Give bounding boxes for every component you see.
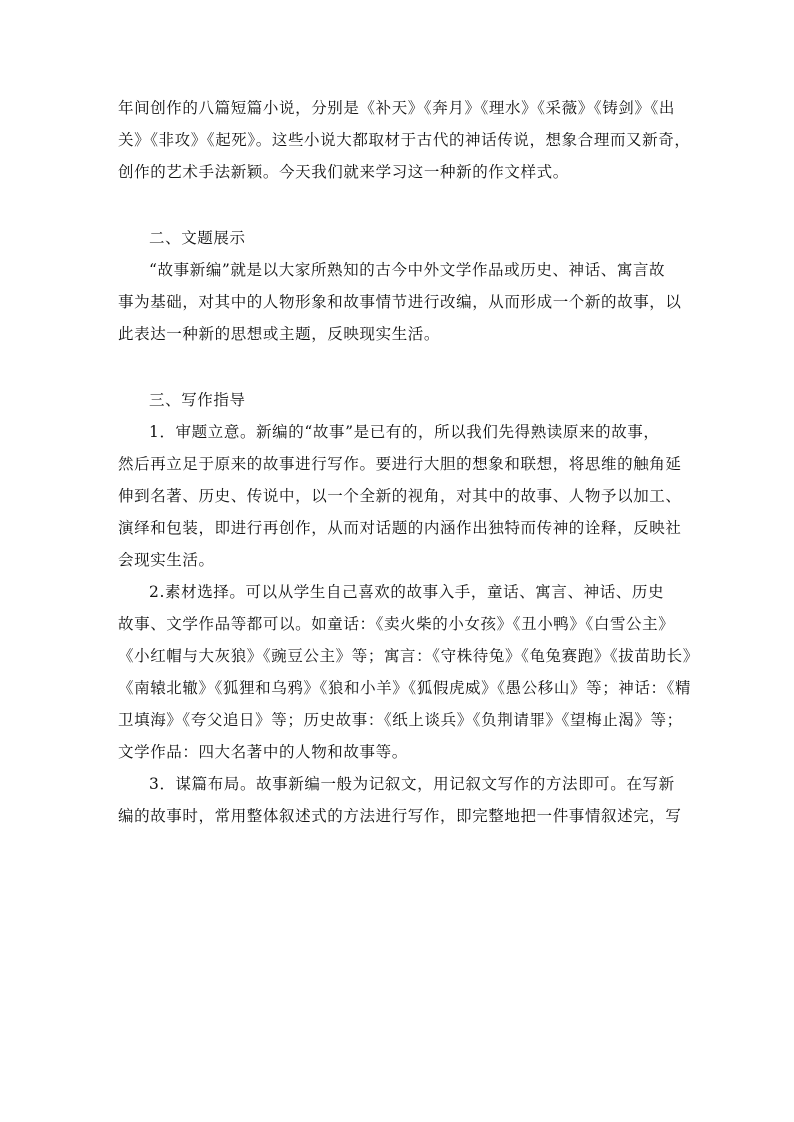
point1-paragraph bbox=[118, 416, 684, 576]
text-line: 《南辕北辙》《狐狸和乌鸦》《狼和小羊》《狐假虎威》《愚公移山》等；神话：《精 bbox=[118, 679, 692, 697]
text-line: 年间创作的八篇短篇小说，分别是《补天》《奔月》《理水》《采薇》《铸剑》《出 bbox=[118, 99, 675, 117]
text-line: 关》《非攻》《起死》。这些小说大都取材于古代的神话传说，想象合理而又新奇， bbox=[118, 131, 691, 149]
intro-paragraph bbox=[118, 92, 691, 188]
text-line: 《小红帽与大灰狼》《豌豆公主》等；寓言：《守株待兔》《龟兔赛跑》《拔苗助长》 bbox=[118, 647, 699, 665]
point3-paragraph bbox=[118, 768, 684, 832]
section-heading: 二、文题展示 bbox=[149, 229, 246, 247]
text-line: 伸到名著、历史、传说中，以一个全新的视角，对其中的故事、人物予以加工、 bbox=[118, 487, 682, 505]
section2-paragraph bbox=[118, 254, 684, 350]
text-line: 文学作品：四大名著中的人物和故事等。 bbox=[118, 743, 408, 761]
text-line: 然后再立足于原来的故事进行写作。要进行大胆的想象和联想，将思维的触角延 bbox=[118, 455, 682, 473]
text-line: 2.素材选择。可以从学生自己喜欢的故事入手，童话、寓言、神话、历史 bbox=[149, 583, 665, 601]
text-line: 1．审题立意。新编的“故事”是已有的，所以我们先得熟读原来的故事， bbox=[149, 423, 660, 441]
text-line: 3．谋篇布局。故事新编一般为记叙文，用记叙文写作的方法即可。在写新 bbox=[149, 775, 675, 793]
text-line: 创作的艺术手法新颖。今天我们就来学习这一种新的作文样式。 bbox=[118, 163, 569, 181]
section-heading: 三、写作指导 bbox=[149, 391, 246, 409]
text-line: 演绎和包装，即进行再创作，从而对话题的内涵作出独特而传神的诠释，反映社 bbox=[118, 519, 682, 537]
text-line: “故事新编”就是以大家所熟知的古今中外文学作品或历史、神话、寓言故 bbox=[149, 261, 666, 279]
text-line: 故事、文学作品等都可以。如童话：《卖火柴的小女孩》《丑小鸭》《白雪公主》 bbox=[118, 615, 675, 633]
point2-paragraph bbox=[118, 576, 699, 768]
text-line: 会现实生活。 bbox=[118, 551, 215, 569]
text-line: 卫填海》《夸父追日》等；历史故事：《纸上谈兵》《负荆请罪》《望梅止渴》等； bbox=[118, 711, 683, 729]
text-line: 事为基础，对其中的人物形象和故事情节进行改编，从而形成一个新的故事，以 bbox=[118, 293, 682, 311]
text-line: 此表达一种新的思想或主题，反映现实生活。 bbox=[118, 325, 441, 343]
text-line: 编的故事时，常用整体叙述式的方法进行写作，即完整地把一件事情叙述完，写 bbox=[118, 807, 682, 825]
